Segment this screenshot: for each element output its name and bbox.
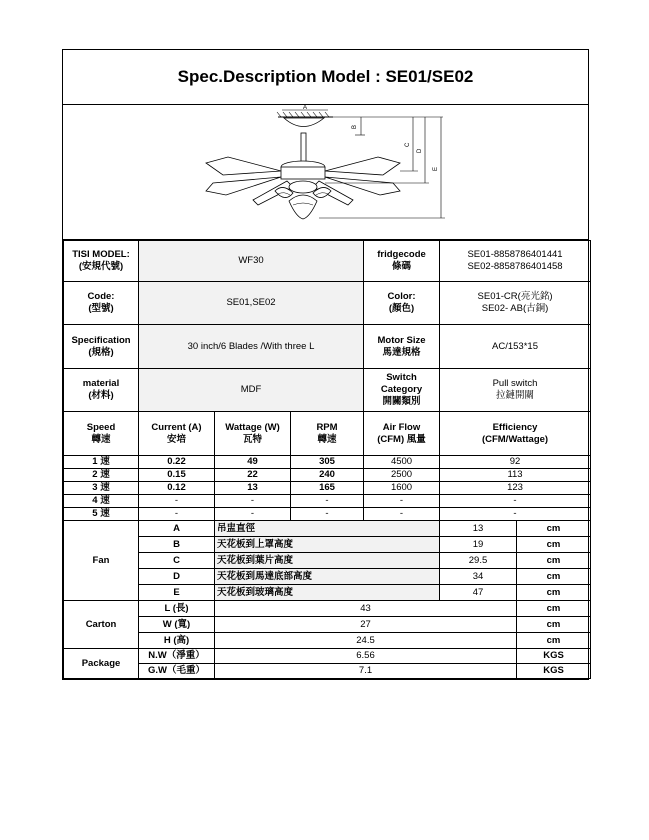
efficiency-value: 92 — [440, 456, 591, 469]
airflow-value: - — [364, 508, 440, 521]
rpm-value: 240 — [291, 469, 364, 482]
dim-a-label: A — [303, 105, 308, 111]
info-row — [64, 241, 591, 282]
info-label-right: Motor Size — [377, 334, 426, 346]
info-label-cn: (安規代號) — [78, 261, 124, 272]
carton-dimension: L (長) — [139, 601, 215, 617]
ceiling-fan-drawing — [63, 105, 587, 239]
speed-label: 3 速 — [64, 482, 139, 495]
carton-value: 43 — [215, 601, 517, 617]
spec-sheet — [62, 49, 589, 680]
info-label-right-2: Category — [380, 384, 423, 395]
current-value: 0.22 — [139, 456, 215, 469]
info-label-right: Switch — [386, 372, 417, 383]
wattage-value: 22 — [215, 469, 291, 482]
wattage-value: 13 — [215, 482, 291, 495]
efficiency-value: 113 — [440, 469, 591, 482]
airflow-header-cn: (CFM) 風量 — [377, 433, 426, 445]
speed-row — [64, 456, 591, 469]
efficiency-header-cn: (CFM/Wattage) — [481, 433, 549, 445]
fan-row — [64, 553, 591, 569]
spec-table — [63, 240, 591, 679]
efficiency-value: - — [440, 508, 591, 521]
fan-unit: cm — [517, 585, 591, 601]
fan-unit: cm — [517, 569, 591, 585]
fan-unit: cm — [517, 553, 591, 569]
dim-e-label: E — [433, 166, 439, 171]
dim-d-label: D — [417, 148, 423, 153]
current-header: Current (A) — [151, 421, 202, 433]
airflow-header: Air Flow — [382, 421, 421, 433]
carton-dimension: W (寬) — [139, 617, 215, 633]
wattage-value: - — [215, 508, 291, 521]
info-row — [64, 369, 591, 412]
current-value: 0.15 — [139, 469, 215, 482]
dim-c-label: C — [405, 142, 411, 147]
info-label-right: fridgecode — [377, 249, 426, 260]
fan-value: 13 — [440, 521, 517, 537]
wattage-header-cn: 瓦特 — [242, 433, 262, 445]
package-weight-type: G.W（毛重） — [139, 664, 215, 679]
carton-row — [64, 633, 591, 649]
info-label-cn: (材料) — [88, 390, 114, 401]
info-value-right-2: SE02-8858786401458 — [467, 261, 563, 272]
package-row — [64, 649, 591, 664]
fan-code: C — [139, 553, 215, 569]
fan-row — [64, 521, 591, 537]
info-value-right: AC/153*15 — [440, 325, 591, 369]
info-label-right-cn: 馬達規格 — [382, 346, 421, 358]
airflow-value: - — [364, 495, 440, 508]
fan-code: D — [139, 569, 215, 585]
speed-label: 5 速 — [64, 508, 139, 521]
speed-header: Speed — [86, 421, 116, 433]
package-unit: KGS — [517, 664, 591, 679]
current-header-cn: 安培 — [166, 433, 186, 445]
info-value: MDF — [139, 369, 364, 412]
carton-row — [64, 617, 591, 633]
package-weight-type: N.W（淨重） — [139, 649, 215, 664]
wattage-value: - — [215, 495, 291, 508]
info-label: material — [82, 378, 120, 389]
info-value-right: Pull switch — [492, 378, 538, 389]
carton-section-label: Carton — [64, 601, 139, 649]
fan-value: 34 — [440, 569, 517, 585]
info-label: Code: — [87, 291, 115, 302]
carton-unit: cm — [517, 601, 591, 617]
info-label-cn: (規格) — [88, 346, 114, 358]
fan-description: 吊盅直徑 — [215, 521, 440, 537]
airflow-value: 2500 — [364, 469, 440, 482]
fan-unit: cm — [517, 521, 591, 537]
fan-value: 19 — [440, 537, 517, 553]
airflow-value: 4500 — [364, 456, 440, 469]
speed-header-row — [64, 412, 591, 456]
speed-label: 4 速 — [64, 495, 139, 508]
dim-b-label: B — [352, 124, 358, 129]
speed-label: 1 速 — [64, 456, 139, 469]
info-label: Specification — [71, 334, 131, 346]
fan-dimension-diagram — [63, 105, 588, 240]
carton-dimension: H (高) — [139, 633, 215, 649]
info-label-right: Color: — [387, 291, 416, 302]
carton-unit: cm — [517, 617, 591, 633]
speed-row — [64, 482, 591, 495]
info-label-cn: (型號) — [88, 303, 114, 314]
carton-value: 27 — [215, 617, 517, 633]
fan-row — [64, 537, 591, 553]
info-label-right-cn: 開關類別 — [382, 396, 421, 407]
rpm-header: RPM — [316, 421, 338, 433]
current-value: - — [139, 508, 215, 521]
fan-row — [64, 569, 591, 585]
speed-row — [64, 508, 591, 521]
info-label-right-cn: 條碼 — [392, 261, 412, 272]
package-value: 7.1 — [215, 664, 517, 679]
efficiency-header: Efficiency — [492, 421, 538, 433]
efficiency-value: - — [440, 495, 591, 508]
wattage-header: Wattage (W) — [225, 421, 280, 433]
fan-code: A — [139, 521, 215, 537]
rpm-value: 165 — [291, 482, 364, 495]
fan-code: B — [139, 537, 215, 553]
info-value: 30 inch/6 Blades /With three L — [139, 325, 364, 369]
carton-row — [64, 601, 591, 617]
package-unit: KGS — [517, 649, 591, 664]
info-value-right-2: SE02- AB(古銅) — [481, 303, 549, 314]
package-row — [64, 664, 591, 679]
package-section-label: Package — [64, 649, 139, 679]
page-title: Spec.Description Model : SE01/SE02 — [63, 50, 588, 105]
info-value-right: SE01-CR(亮光銘) — [477, 291, 553, 302]
speed-row — [64, 495, 591, 508]
info-value: WF30 — [139, 241, 364, 282]
carton-value: 24.5 — [215, 633, 517, 649]
fan-section-label: Fan — [64, 521, 139, 601]
fan-value: 29.5 — [440, 553, 517, 569]
info-value-right: SE01-8858786401441 — [467, 249, 563, 260]
rpm-header-cn: 轉速 — [317, 433, 337, 445]
speed-row — [64, 469, 591, 482]
carton-unit: cm — [517, 633, 591, 649]
fan-description: 天花板到玻璃高度 — [215, 585, 440, 601]
fan-description: 天花板到上罩高度 — [215, 537, 440, 553]
speed-label: 2 速 — [64, 469, 139, 482]
info-value: SE01,SE02 — [139, 282, 364, 325]
info-label: TISI MODEL: — [72, 249, 130, 260]
rpm-value: - — [291, 495, 364, 508]
speed-header-cn: 轉速 — [91, 433, 111, 445]
fan-description: 天花板到葉片高度 — [215, 553, 440, 569]
current-value: 0.12 — [139, 482, 215, 495]
info-row — [64, 282, 591, 325]
fan-unit: cm — [517, 537, 591, 553]
current-value: - — [139, 495, 215, 508]
package-value: 6.56 — [215, 649, 517, 664]
fan-description: 天花板到馬達底部高度 — [215, 569, 440, 585]
wattage-value: 49 — [215, 456, 291, 469]
rpm-value: 305 — [291, 456, 364, 469]
info-value-right-2: 拉鏈開關 — [496, 390, 535, 401]
info-label-right-cn: (顏色) — [388, 303, 415, 314]
info-row — [64, 325, 591, 369]
rpm-value: - — [291, 508, 364, 521]
airflow-value: 1600 — [364, 482, 440, 495]
efficiency-value: 123 — [440, 482, 591, 495]
fan-value: 47 — [440, 585, 517, 601]
fan-row — [64, 585, 591, 601]
fan-code: E — [139, 585, 215, 601]
